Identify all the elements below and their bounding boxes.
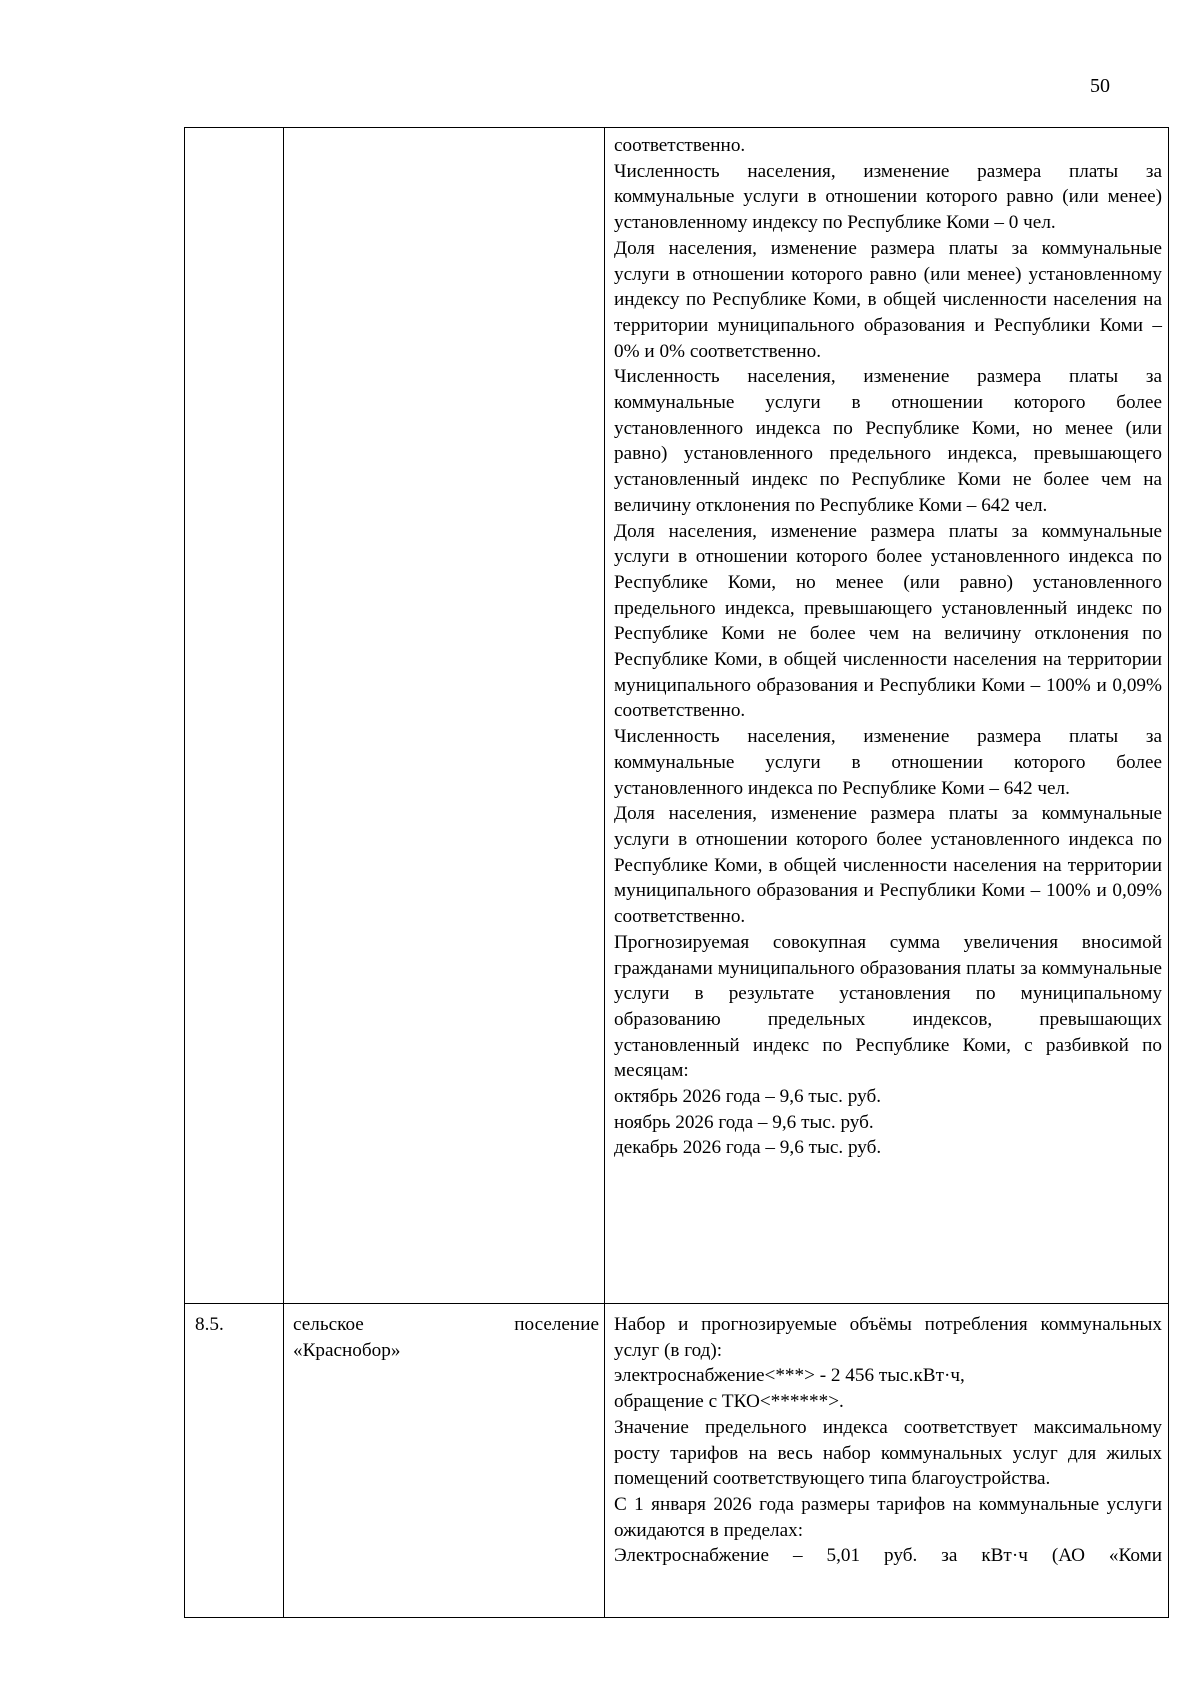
municipality-type-word: поселение [514,1314,599,1335]
page-number: 50 [1090,75,1110,97]
paragraph: Значение предельного индекса соответствует максимальному росту тарифов на весь набор коммунальных услуг для жилых помещений соответствующего типа благоустройства. [614,1416,1162,1490]
paragraph: Доля населения, изменение размера платы за коммунальные услуги в отношении которого равно (или менее) установленному индексу по Республике Коми, в общей численности населения на территории муниципального образования и Республики Коми – 0% и 0% соответственно. [614,237,1162,362]
paragraph: Численность населения, изменение размера платы за коммунальные услуги в отношении которого более установленного индекса по Республике Коми, но менее (или равно) установленного предельного индекса, превышающего установленный индекс по Республике Коми не более чем на величину отклонения по Республике Коми – 642 чел. [614,366,1162,516]
row-number-cell [185,128,284,1304]
monthly-amount: декабрь 2026 года – 9,6 тыс. руб. [614,1137,882,1159]
municipality-type [293,1312,599,1338]
description-cell [605,1304,1169,1618]
paragraph: Набор и прогнозируемые объёмы потребления коммунальных услуг (в год): [614,1314,1162,1361]
paragraph: Доля населения, изменение размера платы за коммунальные услуги в отношении которого более установленного индекса по Республике Коми, но менее (или равно) установленного предельного индекса, превышающего установленный индекс по Республике Коми не более чем на величину отклонения по Республике Коми, в общей численности населения на территории муниципального образования и Республики Коми – 100% и 0,09% соответственно. [614,520,1162,722]
paragraph: Численность населения, изменение размера платы за коммунальные услуги в отношении которого более установленного индекса по Республике Коми – 642 чел. [614,726,1162,799]
municipality-name-cell [284,1304,605,1618]
municipality-name-cell [284,128,605,1304]
description-cell [605,128,1169,1304]
paragraph: Доля населения, изменение размера платы за коммунальные услуги в отношении которого более установленного индекса по Республике Коми, в общей численности населения на территории муниципального образования и Республики Коми – 100% и 0,09% соответственно. [614,803,1162,928]
row-number-cell: 8.5. [185,1304,284,1618]
monthly-amount: ноябрь 2026 года – 9,6 тыс. руб. [614,1111,874,1133]
forecast-table [184,127,1169,1618]
monthly-amount: октябрь 2026 года – 9,6 тыс. руб. [614,1086,882,1108]
paragraph: соответственно. [614,135,746,156]
table-row [185,1304,1169,1618]
municipality-name: «Краснобор» [293,1339,401,1361]
paragraph: Численность населения, изменение размера платы за коммунальные услуги в отношении которого равно (или менее) установленному индексу по Республике Коми – 0 чел. [614,160,1162,234]
paragraph: Электроснабжение – 5,01 руб. за кВт·ч (АО «Коми [614,1545,1162,1567]
paragraph: С 1 января 2026 года размеры тарифов на коммунальные услуги ожидаются в пределах: [614,1493,1162,1541]
paragraph: Прогнозируемая совокупная сумма увеличения вносимой гражданами муниципального образования платы за коммунальные услуги в результате установления по муниципальному образованию предельных индексов, превышающих установленный индекс по Республике Коми, с разбивкой по месяцам: [614,931,1162,1082]
municipality-type-word: сельское [293,1314,364,1335]
table-row [185,128,1169,1304]
utility-volume-line: обращение с ТКО<******>. [614,1391,844,1413]
utility-volume-line: электроснабжение<***> - 2 456 тыс.кВт·ч, [614,1365,965,1387]
